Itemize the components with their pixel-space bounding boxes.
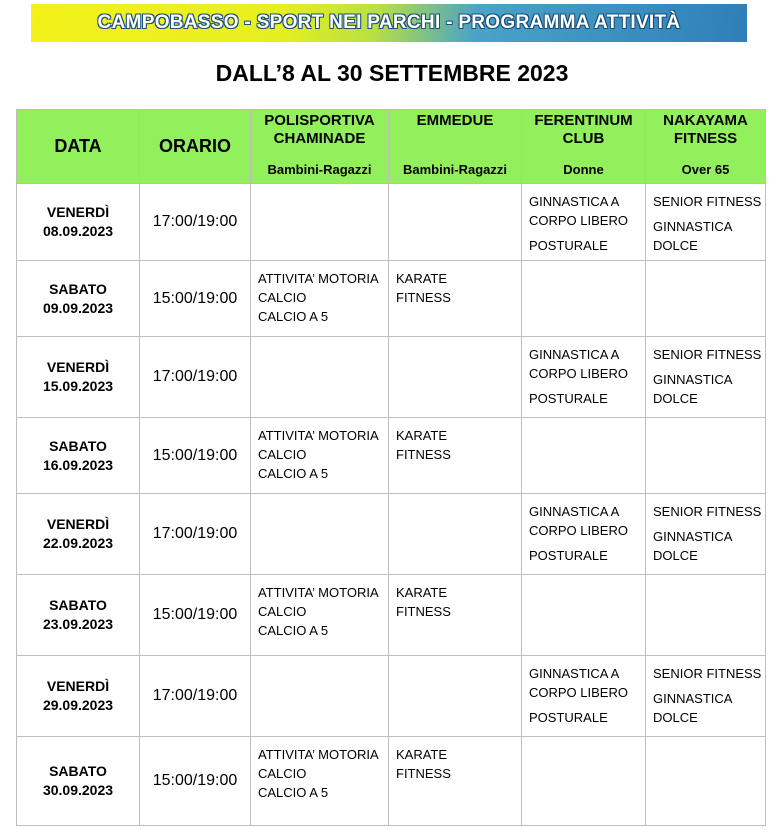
- activity-item: GINNASTICA A: [529, 347, 620, 362]
- header-ferentinum-club: [522, 110, 646, 184]
- activity-cell: [522, 494, 646, 575]
- day-label: SABATO: [49, 597, 107, 613]
- activity-item: GINNASTICA: [653, 529, 733, 544]
- activity-item: CALCIO: [258, 290, 307, 305]
- header-name-line2: CHAMINADE: [273, 130, 366, 147]
- activity-item: CORPO LIBERO: [529, 523, 628, 538]
- day-label: VENERDÌ: [46, 678, 110, 694]
- date-cell: [17, 261, 140, 337]
- activity-cell: [522, 737, 646, 826]
- header-name-line2: [389, 130, 521, 148]
- table-row: [17, 656, 766, 737]
- activity-cell: [646, 184, 766, 261]
- activity-item: POSTURALE: [529, 710, 608, 725]
- activity-item: SENIOR FITNESS: [653, 504, 762, 519]
- activity-item: ATTIVITA’ MOTORIA: [258, 585, 379, 600]
- activity-cell: [389, 575, 522, 656]
- header-polisportiva-chaminade: [251, 110, 389, 184]
- page-title: DALL’8 AL 30 SETTEMBRE 2023: [215, 60, 569, 86]
- activity-item: CALCIO: [258, 447, 307, 462]
- activity-item: CORPO LIBERO: [529, 213, 628, 228]
- day-label: VENERDÌ: [46, 516, 110, 532]
- schedule-table: [16, 109, 766, 826]
- activity-cell: [251, 737, 389, 826]
- activity-cell: [251, 418, 389, 494]
- activity-item: DOLCE: [653, 238, 698, 253]
- activity-item: FITNESS: [396, 766, 451, 781]
- table-row: [17, 261, 766, 337]
- activity-cell: [389, 337, 522, 418]
- day-label: VENERDÌ: [46, 204, 110, 220]
- banner-title: CAMPOBASSO - SPORT NEI PARCHI - PROGRAMMA ATTIVITÀ: [97, 12, 681, 33]
- activity-item: SENIOR FITNESS: [653, 666, 762, 681]
- activity-cell: [251, 656, 389, 737]
- activity-item: KARATE: [396, 585, 448, 600]
- activity-item: FITNESS: [396, 447, 451, 462]
- time-cell: 15:00/19:00: [140, 737, 251, 826]
- date-label: 23.09.2023: [42, 616, 114, 632]
- activity-item: ATTIVITA’ MOTORIA: [258, 428, 379, 443]
- activity-cell: [646, 418, 766, 494]
- time-cell: 17:00/19:00: [140, 494, 251, 575]
- header-banner: [31, 4, 747, 42]
- activity-item: GINNASTICA A: [529, 666, 620, 681]
- day-label: SABATO: [49, 437, 107, 454]
- activity-cell: [389, 261, 522, 337]
- activity-cell: [389, 418, 522, 494]
- activity-item: CALCIO A 5: [258, 466, 329, 481]
- activity-cell: [251, 261, 389, 337]
- date-cell: [17, 737, 140, 826]
- activity-cell: [251, 337, 389, 418]
- activity-item: KARATE: [396, 428, 448, 443]
- header-name-line2: CLUB: [562, 130, 605, 147]
- time-cell: 15:00/19:00: [140, 575, 251, 656]
- activity-item: GINNASTICA A: [529, 194, 620, 209]
- activity-item: ATTIVITA’ MOTORIA: [258, 747, 379, 762]
- activity-item: SENIOR FITNESS: [653, 194, 762, 209]
- table-row: [17, 494, 766, 575]
- header-name-line1: FERENTINUM: [534, 112, 633, 129]
- activity-cell: [389, 737, 522, 826]
- header-name-line2: FITNESS: [673, 130, 738, 147]
- table-row: [17, 575, 766, 656]
- date-label: 15.09.2023: [42, 378, 114, 394]
- activity-item: CALCIO: [258, 766, 307, 781]
- header-emmedue: [389, 110, 522, 184]
- date-label: 16.09.2023: [42, 456, 114, 473]
- activity-cell: [522, 575, 646, 656]
- activity-item: DOLCE: [653, 710, 698, 725]
- activity-cell: [389, 494, 522, 575]
- date-cell: [17, 184, 140, 261]
- activity-item: POSTURALE: [529, 391, 608, 406]
- activity-cell: [646, 337, 766, 418]
- table-row: [17, 418, 766, 494]
- activity-cell: [522, 261, 646, 337]
- day-label: SABATO: [49, 763, 107, 779]
- activity-cell: [522, 337, 646, 418]
- activity-cell: [646, 737, 766, 826]
- activity-item: CALCIO A 5: [258, 623, 329, 638]
- date-cell: [17, 418, 140, 494]
- activity-cell: [251, 575, 389, 656]
- date-label: 09.09.2023: [42, 299, 114, 316]
- header-name-line1: NAKAYAMA: [663, 112, 748, 129]
- activity-item: GINNASTICA: [653, 219, 733, 234]
- time-cell: 15:00/19:00: [140, 418, 251, 494]
- activity-item: DOLCE: [653, 548, 698, 563]
- activity-item: POSTURALE: [529, 548, 608, 563]
- date-label: 22.09.2023: [42, 535, 114, 551]
- activity-item: FITNESS: [396, 604, 451, 619]
- time-cell: 17:00/19:00: [140, 656, 251, 737]
- date-label: 29.09.2023: [42, 697, 114, 713]
- activity-cell: [646, 261, 766, 337]
- header-name-line1: POLISPORTIVA: [264, 112, 375, 129]
- date-cell: [17, 656, 140, 737]
- header-data: DATA: [17, 110, 140, 184]
- activity-cell: [251, 184, 389, 261]
- time-cell: 17:00/19:00: [140, 337, 251, 418]
- activity-item: GINNASTICA A: [529, 504, 620, 519]
- header-target: Bambini-Ragazzi: [402, 162, 507, 177]
- activity-cell: [646, 656, 766, 737]
- activity-item: GINNASTICA: [653, 691, 733, 706]
- activity-cell: [522, 656, 646, 737]
- activity-item: CORPO LIBERO: [529, 685, 628, 700]
- day-label: VENERDÌ: [46, 359, 110, 375]
- table-row: [17, 184, 766, 261]
- time-cell: 15:00/19:00: [140, 261, 251, 337]
- activity-cell: [389, 184, 522, 261]
- header-target: Over 65: [681, 162, 730, 177]
- date-label: 30.09.2023: [42, 782, 114, 798]
- activity-item: CALCIO: [258, 604, 307, 619]
- header-name-line1: EMMEDUE: [416, 112, 494, 129]
- activity-item: GINNASTICA: [653, 372, 733, 387]
- activity-cell: [251, 494, 389, 575]
- activity-item: FITNESS: [396, 290, 451, 305]
- header-nakayama-fitness: [646, 110, 766, 184]
- time-cell: 17:00/19:00: [140, 184, 251, 261]
- date-cell: [17, 494, 140, 575]
- activity-item: KARATE: [396, 747, 448, 762]
- date-cell: [17, 337, 140, 418]
- activity-item: CORPO LIBERO: [529, 366, 628, 381]
- day-label: SABATO: [49, 280, 107, 297]
- table-header-row: [17, 110, 766, 184]
- date-label: 08.09.2023: [42, 223, 114, 239]
- activity-item: CALCIO A 5: [258, 309, 329, 324]
- activity-cell: [522, 418, 646, 494]
- table-row: [17, 737, 766, 826]
- activity-item: DOLCE: [653, 391, 698, 406]
- activity-cell: [522, 184, 646, 261]
- header-target: Bambini-Ragazzi: [267, 162, 372, 177]
- activity-item: KARATE: [396, 271, 448, 286]
- activity-item: ATTIVITA’ MOTORIA: [258, 271, 379, 286]
- activity-cell: [389, 656, 522, 737]
- activity-item: POSTURALE: [529, 238, 608, 253]
- activity-cell: [646, 575, 766, 656]
- header-orario: ORARIO: [140, 110, 251, 184]
- header-target: Donne: [563, 162, 604, 177]
- activity-item: SENIOR FITNESS: [653, 347, 762, 362]
- table-row: [17, 337, 766, 418]
- date-cell: [17, 575, 140, 656]
- activity-cell: [646, 494, 766, 575]
- activity-item: CALCIO A 5: [258, 785, 329, 800]
